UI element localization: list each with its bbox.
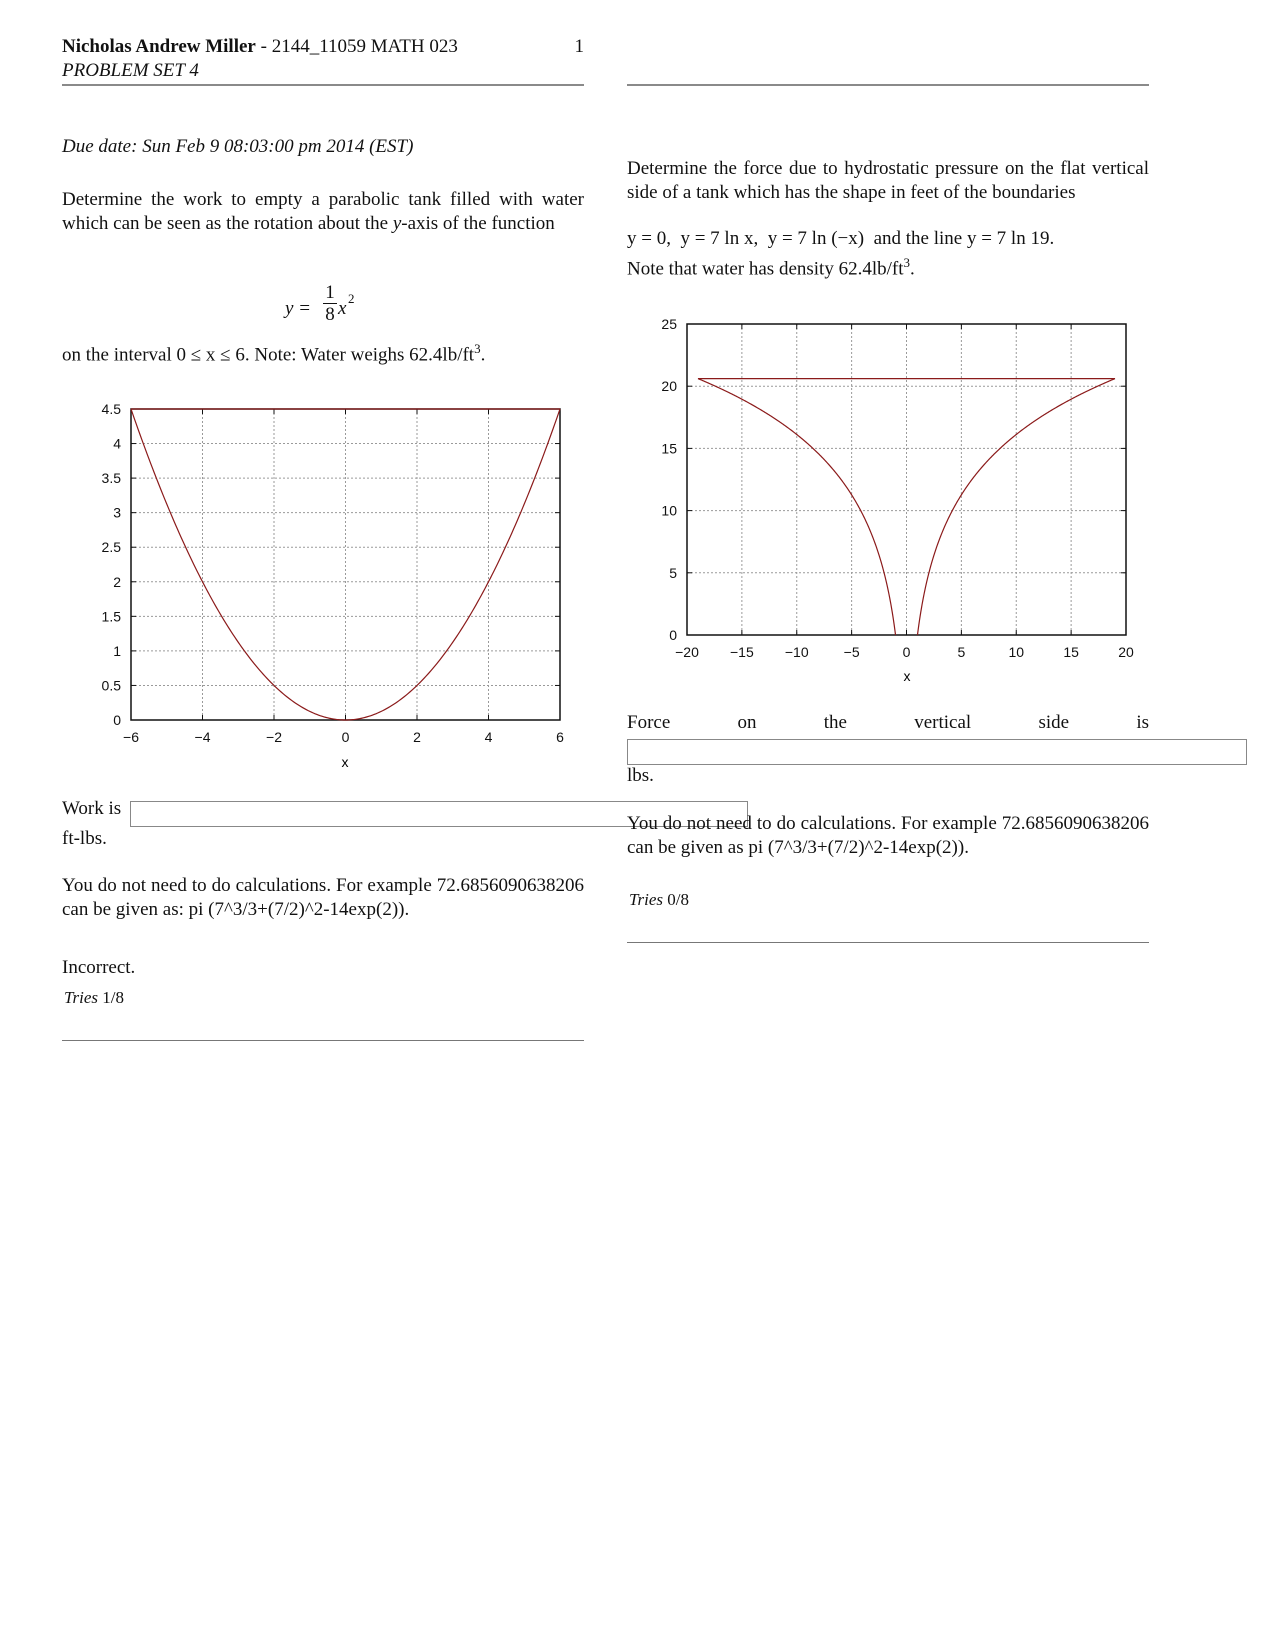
svg-text:−5: −5	[843, 644, 860, 660]
parabola-chart	[90, 395, 590, 780]
svg-text:2.5: 2.5	[101, 539, 121, 556]
chart2-grid	[687, 324, 1126, 635]
page-number: 1	[574, 36, 584, 57]
svg-text:0.5: 0.5	[101, 677, 121, 694]
page-header	[62, 36, 584, 82]
problem2-hint: You do not need to do calculations. For example 72.6856090638206 can be given as pi (7^3/3+(7/2)^2-14exp(2)).	[627, 813, 1149, 858]
svg-text:−6: −6	[123, 729, 139, 745]
problem1-feedback: Incorrect.	[62, 957, 136, 978]
svg-text:0: 0	[113, 712, 121, 728]
svg-text:0: 0	[669, 627, 677, 643]
svg-text:5: 5	[669, 564, 677, 581]
problem2-tries: Tries 0/8	[629, 890, 690, 909]
work-answer-label: Work is	[62, 798, 122, 819]
chart1-xlabel: x	[341, 754, 349, 770]
svg-text:2: 2	[113, 573, 121, 590]
problem1-interval: on the interval 0 ≤ x ≤ 6. Note: Water weighs $62.4lb/ft^3$.	[62, 341, 486, 366]
svg-text:−10: −10	[784, 644, 809, 660]
svg-text:−20: −20	[675, 644, 699, 660]
log-tank-chart	[650, 310, 1150, 690]
svg-text:20: 20	[1118, 644, 1134, 660]
problem1-hint: You do not need to do calculations. For example 72.6856090638206 can be given as: pi (7^3/3+(7/2)^2-14exp(2)).	[62, 875, 584, 920]
due-date: Due date: Sun Feb 9 08:03:00 pm 2014 (EST)	[62, 136, 414, 157]
svg-text:2: 2	[413, 729, 421, 745]
svg-text:5: 5	[957, 644, 966, 660]
svg-text:−4: −4	[194, 729, 211, 745]
svg-text:−15: −15	[730, 644, 754, 660]
problem1-end-rule	[62, 1040, 584, 1041]
svg-text:4: 4	[113, 435, 121, 452]
problem-set-title: PROBLEM SET 4	[62, 60, 199, 81]
svg-text:6: 6	[556, 729, 564, 745]
svg-text:15: 15	[1063, 644, 1079, 660]
force-answer-label: Force on the vertical side is	[627, 712, 1149, 733]
force-answer-input[interactable]	[627, 739, 1247, 765]
course-id: 2144_11059 MATH 023	[271, 36, 458, 57]
chart1-grid	[131, 409, 560, 720]
svg-text:25: 25	[661, 316, 677, 332]
work-answer-unit: ft-lbs.	[62, 828, 107, 849]
fraction: 1 8	[323, 283, 337, 326]
svg-text:0: 0	[902, 644, 911, 660]
svg-text:10: 10	[1008, 644, 1025, 660]
header-separator: -	[255, 36, 272, 57]
header-rule-right	[627, 84, 1149, 86]
svg-text:1.5: 1.5	[101, 608, 121, 625]
student-name: Nicholas Andrew Miller	[62, 36, 256, 57]
svg-text:20: 20	[661, 378, 677, 395]
svg-text:10: 10	[661, 502, 677, 519]
problem2-statement: Determine the force due to hydrostatic pressure on the flat vertical side of a tank which has the shape in feet of the boundaries	[627, 158, 1149, 203]
force-answer-unit: lbs.	[627, 765, 654, 786]
problem1-tries: Tries 1/8	[64, 988, 125, 1007]
problem2-boundaries: y = 0, y = 7 ln x, y = 7 ln (−x) and the line y = 7 ln 19.	[627, 228, 1055, 249]
svg-text:3: 3	[113, 504, 121, 521]
svg-text:3.5: 3.5	[101, 470, 121, 487]
chart2-xlabel: x	[903, 668, 911, 684]
problem2-end-rule	[627, 942, 1149, 943]
svg-text:4: 4	[484, 729, 493, 745]
problem2-density: Note that water has density $62.4lb/ft^3$.	[627, 255, 915, 280]
svg-text:−2: −2	[266, 729, 282, 745]
svg-text:0: 0	[341, 729, 350, 745]
svg-text:4.5: 4.5	[101, 401, 121, 417]
svg-text:1: 1	[113, 642, 121, 659]
problem1-statement: Determine the work to empty a parabolic tank filled with water which can be seen as the rotation about the y-axis of the function	[62, 189, 584, 234]
header-rule-left	[62, 84, 584, 86]
svg-text:15: 15	[661, 440, 677, 457]
